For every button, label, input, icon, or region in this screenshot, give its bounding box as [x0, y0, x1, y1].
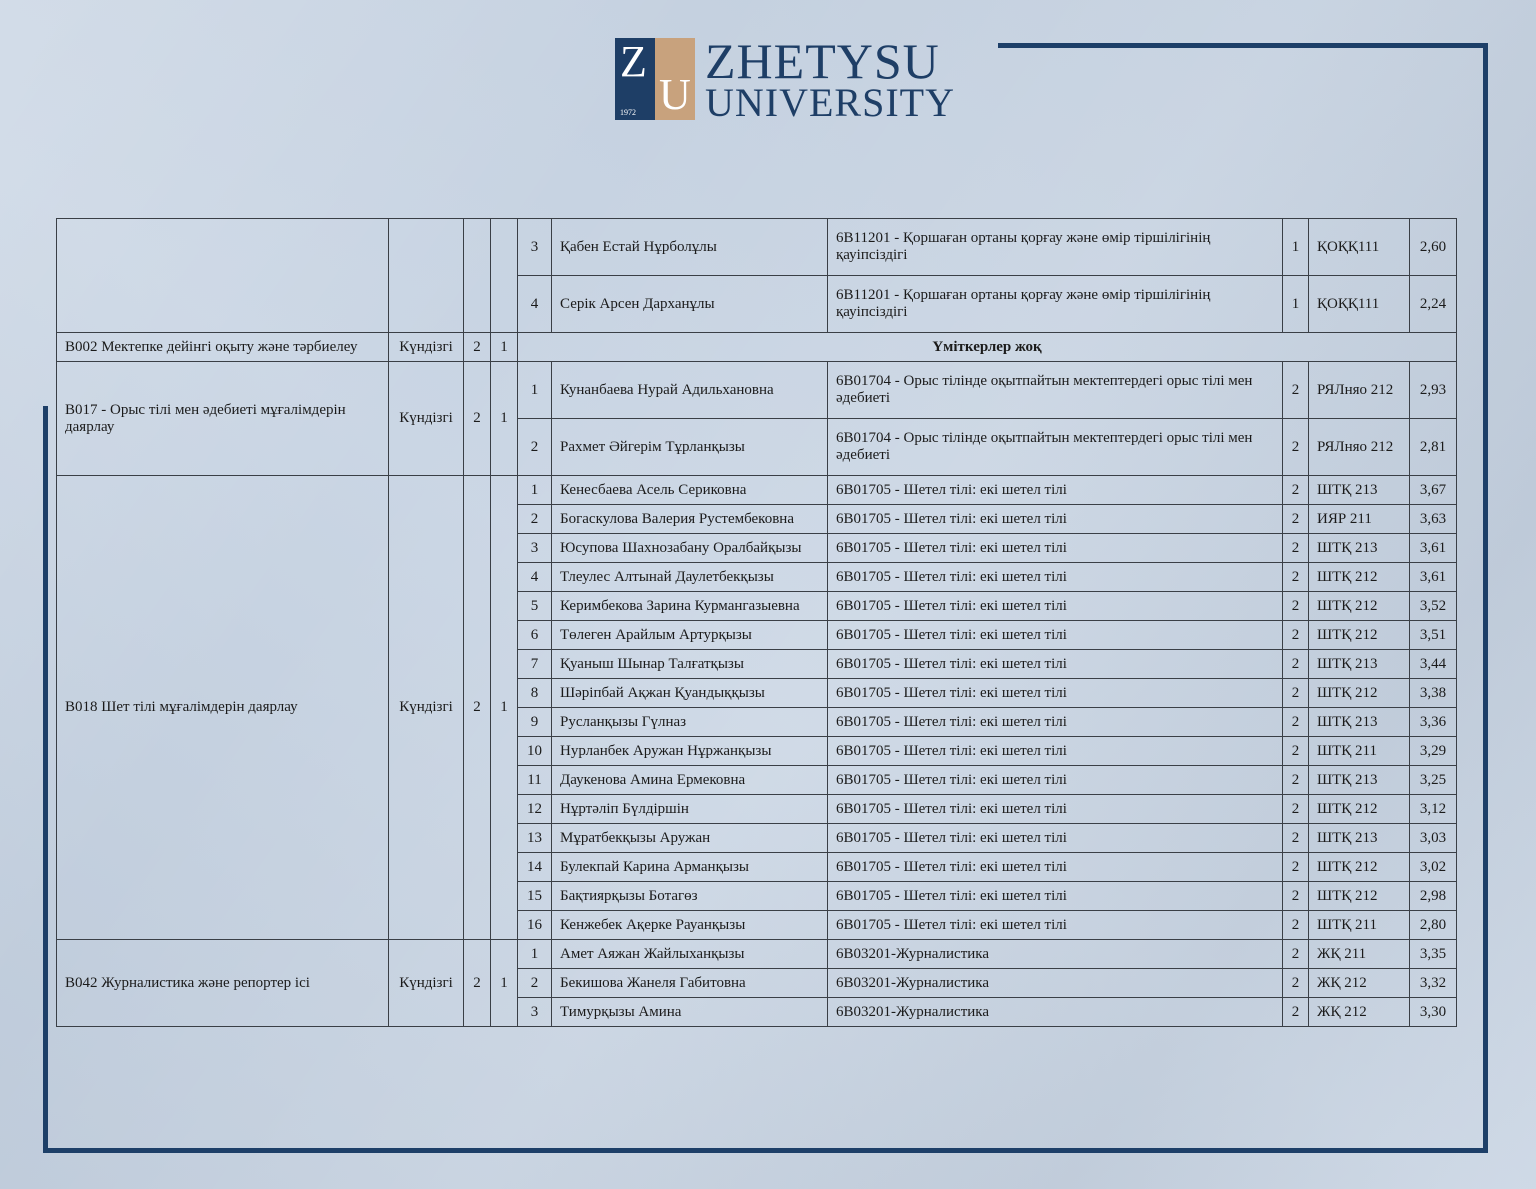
table-row	[57, 333, 1457, 362]
student-name-cell: Серік Арсен Дарханұлы	[552, 276, 828, 333]
program-cell: В017 - Орыс тілі мен әдебиеті мұғалімдерін даярлау	[57, 362, 389, 476]
row-number-cell: 14	[518, 853, 552, 882]
education-program-cell: 6В11201 - Қоршаған ортаны қорғау және өмір тіршілігінің қауіпсіздігі	[828, 276, 1283, 333]
student-course-cell: 2	[1283, 824, 1309, 853]
student-course-cell: 2	[1283, 679, 1309, 708]
course-cell	[464, 219, 491, 333]
gpa-cell: 3,12	[1410, 795, 1457, 824]
education-program-cell: 6В01705 - Шетел тілі: екі шетел тілі	[828, 708, 1283, 737]
group-cell: ИЯР 211	[1309, 505, 1410, 534]
group-cell: ШТҚ 213	[1309, 824, 1410, 853]
student-name-cell: Богаскулова Валерия Рустембековна	[552, 505, 828, 534]
student-name-cell: Керимбекова Зарина Курмангазыевна	[552, 592, 828, 621]
row-number-cell: 3	[518, 219, 552, 276]
gpa-cell: 2,98	[1410, 882, 1457, 911]
gpa-cell: 3,25	[1410, 766, 1457, 795]
no-applicants-cell: Үміткерлер жоқ	[518, 333, 1457, 362]
row-number-cell: 1	[518, 362, 552, 419]
group-cell: ШТҚ 212	[1309, 795, 1410, 824]
gpa-cell: 2,93	[1410, 362, 1457, 419]
education-program-cell: 6В01705 - Шетел тілі: екі шетел тілі	[828, 853, 1283, 882]
education-program-cell: 6В03201-Журналистика	[828, 998, 1283, 1027]
student-course-cell: 2	[1283, 534, 1309, 563]
row-number-cell: 6	[518, 621, 552, 650]
row-number-cell: 15	[518, 882, 552, 911]
group-cell: ЖҚ 211	[1309, 940, 1410, 969]
places-cell: 1	[491, 940, 518, 1027]
student-course-cell: 2	[1283, 650, 1309, 679]
education-program-cell: 6В01704 - Орыс тілінде оқытпайтын мектептердегі орыс тілі мен әдебиеті	[828, 419, 1283, 476]
places-cell: 1	[491, 333, 518, 362]
program-cell: В018 Шет тілі мұғалімдерін даярлау	[57, 476, 389, 940]
student-name-cell: Шәріпбай Ақжан Қуандыққызы	[552, 679, 828, 708]
course-cell: 2	[464, 940, 491, 1027]
education-program-cell: 6В01705 - Шетел тілі: екі шетел тілі	[828, 824, 1283, 853]
student-name-cell: Бекишова Жанеля Габитовна	[552, 969, 828, 998]
group-cell: ҚОҚҚ111	[1309, 276, 1410, 333]
student-course-cell: 2	[1283, 505, 1309, 534]
gpa-cell: 2,60	[1410, 219, 1457, 276]
student-name-cell: Кенжебек Ақерке Рауанқызы	[552, 911, 828, 940]
frame-left-line	[43, 406, 48, 1153]
program-cell: В042 Журналистика және репортер ісі	[57, 940, 389, 1027]
row-number-cell: 1	[518, 940, 552, 969]
education-program-cell: 6В03201-Журналистика	[828, 969, 1283, 998]
group-cell: РЯЛняо 212	[1309, 362, 1410, 419]
student-name-cell: Нурланбек Аружан Нұржанқызы	[552, 737, 828, 766]
program-cell: В002 Мектепке дейінгі оқыту және тәрбиелеу	[57, 333, 389, 362]
row-number-cell: 10	[518, 737, 552, 766]
row-number-cell: 9	[518, 708, 552, 737]
study-form-cell: Күндізгі	[389, 333, 464, 362]
gpa-cell: 2,81	[1410, 419, 1457, 476]
student-name-cell: Тлеулес Алтынай Даулетбекқызы	[552, 563, 828, 592]
education-program-cell: 6В01705 - Шетел тілі: екі шетел тілі	[828, 679, 1283, 708]
study-form-cell	[389, 219, 464, 333]
student-name-cell: Юсупова Шахнозабану Оралбайқызы	[552, 534, 828, 563]
row-number-cell: 16	[518, 911, 552, 940]
row-number-cell: 11	[518, 766, 552, 795]
study-form-cell: Күндізгі	[389, 940, 464, 1027]
group-cell: ШТҚ 212	[1309, 679, 1410, 708]
row-number-cell: 2	[518, 969, 552, 998]
row-number-cell: 1	[518, 476, 552, 505]
education-program-cell: 6В01705 - Шетел тілі: екі шетел тілі	[828, 766, 1283, 795]
education-program-cell: 6В01705 - Шетел тілі: екі шетел тілі	[828, 737, 1283, 766]
row-number-cell: 2	[518, 505, 552, 534]
row-number-cell: 8	[518, 679, 552, 708]
places-cell	[491, 219, 518, 333]
gpa-cell: 3,32	[1410, 969, 1457, 998]
student-name-cell: Нұртәліп Бүлдіршін	[552, 795, 828, 824]
logo-mark	[615, 38, 695, 120]
student-course-cell: 2	[1283, 737, 1309, 766]
gpa-cell: 3,29	[1410, 737, 1457, 766]
gpa-cell: 3,61	[1410, 534, 1457, 563]
row-number-cell: 3	[518, 534, 552, 563]
group-cell: ШТҚ 213	[1309, 708, 1410, 737]
student-name-cell: Тимурқызы Амина	[552, 998, 828, 1027]
student-course-cell: 2	[1283, 998, 1309, 1027]
group-cell: ШТҚ 212	[1309, 882, 1410, 911]
group-cell: ШТҚ 211	[1309, 911, 1410, 940]
places-cell: 1	[491, 476, 518, 940]
group-cell: ШТҚ 212	[1309, 621, 1410, 650]
student-course-cell: 2	[1283, 708, 1309, 737]
group-cell: ЖҚ 212	[1309, 998, 1410, 1027]
course-cell: 2	[464, 362, 491, 476]
student-course-cell: 2	[1283, 969, 1309, 998]
program-cell	[57, 219, 389, 333]
table-row	[57, 476, 1457, 505]
student-course-cell: 2	[1283, 362, 1309, 419]
group-cell: ШТҚ 212	[1309, 592, 1410, 621]
group-cell: РЯЛняо 212	[1309, 419, 1410, 476]
student-course-cell: 1	[1283, 219, 1309, 276]
gpa-cell: 3,61	[1410, 563, 1457, 592]
education-program-cell: 6В01704 - Орыс тілінде оқытпайтын мектептердегі орыс тілі мен әдебиеті	[828, 362, 1283, 419]
student-course-cell: 2	[1283, 563, 1309, 592]
row-number-cell: 3	[518, 998, 552, 1027]
gpa-cell: 3,35	[1410, 940, 1457, 969]
gpa-cell: 3,03	[1410, 824, 1457, 853]
education-program-cell: 6В01705 - Шетел тілі: екі шетел тілі	[828, 911, 1283, 940]
group-cell: ЖҚ 212	[1309, 969, 1410, 998]
student-course-cell: 2	[1283, 853, 1309, 882]
gpa-cell: 3,52	[1410, 592, 1457, 621]
education-program-cell: 6В01705 - Шетел тілі: екі шетел тілі	[828, 563, 1283, 592]
gpa-cell: 3,36	[1410, 708, 1457, 737]
student-name-cell: Қуаныш Шынар Талғатқызы	[552, 650, 828, 679]
student-course-cell: 2	[1283, 882, 1309, 911]
row-number-cell: 5	[518, 592, 552, 621]
group-cell: ШТҚ 212	[1309, 563, 1410, 592]
student-name-cell: Кенесбаева Асель Сериковна	[552, 476, 828, 505]
student-name-cell: Амет Аяжан Жайлыханқызы	[552, 940, 828, 969]
table-row	[57, 940, 1457, 969]
places-cell: 1	[491, 362, 518, 476]
logo-year: 1972	[620, 108, 636, 117]
row-number-cell: 13	[518, 824, 552, 853]
course-cell: 2	[464, 333, 491, 362]
education-program-cell: 6В01705 - Шетел тілі: екі шетел тілі	[828, 592, 1283, 621]
group-cell: ШТҚ 211	[1309, 737, 1410, 766]
study-form-cell: Күндізгі	[389, 476, 464, 940]
education-program-cell: 6В01705 - Шетел тілі: екі шетел тілі	[828, 882, 1283, 911]
student-course-cell: 2	[1283, 476, 1309, 505]
applicants-table	[56, 218, 1457, 1027]
education-program-cell: 6В01705 - Шетел тілі: екі шетел тілі	[828, 795, 1283, 824]
student-name-cell: Рахмет Әйгерім Тұрланқызы	[552, 419, 828, 476]
row-number-cell: 4	[518, 276, 552, 333]
education-program-cell: 6В11201 - Қоршаған ортаны қорғау және өмір тіршілігінің қауіпсіздігі	[828, 219, 1283, 276]
student-name-cell: Русланқызы Гүлназ	[552, 708, 828, 737]
table-row	[57, 362, 1457, 419]
student-name-cell: Мұратбекқызы Аружан	[552, 824, 828, 853]
student-course-cell: 2	[1283, 419, 1309, 476]
student-name-cell: Қабен Естай Нұрболұлы	[552, 219, 828, 276]
student-course-cell: 2	[1283, 940, 1309, 969]
student-course-cell: 2	[1283, 911, 1309, 940]
student-course-cell: 2	[1283, 795, 1309, 824]
student-name-cell: Даукенова Амина Ермековна	[552, 766, 828, 795]
gpa-cell: 3,51	[1410, 621, 1457, 650]
education-program-cell: 6В01705 - Шетел тілі: екі шетел тілі	[828, 621, 1283, 650]
logo-mark-z: Z	[620, 37, 647, 86]
education-program-cell: 6В01705 - Шетел тілі: екі шетел тілі	[828, 476, 1283, 505]
frame-bottom-line	[43, 1148, 1488, 1153]
student-name-cell: Төлеген Арайлым Артурқызы	[552, 621, 828, 650]
student-course-cell: 2	[1283, 766, 1309, 795]
student-course-cell: 2	[1283, 592, 1309, 621]
student-name-cell: Кунанбаева Нурай Адильхановна	[552, 362, 828, 419]
student-course-cell: 2	[1283, 621, 1309, 650]
gpa-cell: 3,44	[1410, 650, 1457, 679]
group-cell: ШТҚ 213	[1309, 650, 1410, 679]
gpa-cell: 3,02	[1410, 853, 1457, 882]
gpa-cell: 3,30	[1410, 998, 1457, 1027]
row-number-cell: 2	[518, 419, 552, 476]
education-program-cell: 6В03201-Журналистика	[828, 940, 1283, 969]
table-row	[57, 219, 1457, 276]
logo-text	[705, 33, 955, 125]
student-name-cell: Бақтиярқызы Ботагөз	[552, 882, 828, 911]
gpa-cell: 2,24	[1410, 276, 1457, 333]
group-cell: ШТҚ 213	[1309, 766, 1410, 795]
gpa-cell: 2,80	[1410, 911, 1457, 940]
education-program-cell: 6В01705 - Шетел тілі: екі шетел тілі	[828, 534, 1283, 563]
frame-top-line	[998, 43, 1488, 48]
logo-line-2: UNIVERSITY	[705, 80, 955, 125]
logo-line-1: ZHETYSU	[705, 33, 940, 89]
student-name-cell: Булекпай Карина Арманқызы	[552, 853, 828, 882]
gpa-cell: 3,67	[1410, 476, 1457, 505]
study-form-cell: Күндізгі	[389, 362, 464, 476]
gpa-cell: 3,38	[1410, 679, 1457, 708]
education-program-cell: 6В01705 - Шетел тілі: екі шетел тілі	[828, 505, 1283, 534]
group-cell: ШТҚ 213	[1309, 476, 1410, 505]
frame-right-line	[1483, 43, 1488, 1153]
education-program-cell: 6В01705 - Шетел тілі: екі шетел тілі	[828, 650, 1283, 679]
group-cell: ҚОҚҚ111	[1309, 219, 1410, 276]
gpa-cell: 3,63	[1410, 505, 1457, 534]
group-cell: ШТҚ 212	[1309, 853, 1410, 882]
logo-mark-u: U	[659, 70, 691, 119]
row-number-cell: 12	[518, 795, 552, 824]
row-number-cell: 7	[518, 650, 552, 679]
group-cell: ШТҚ 213	[1309, 534, 1410, 563]
student-course-cell: 1	[1283, 276, 1309, 333]
row-number-cell: 4	[518, 563, 552, 592]
course-cell: 2	[464, 476, 491, 940]
